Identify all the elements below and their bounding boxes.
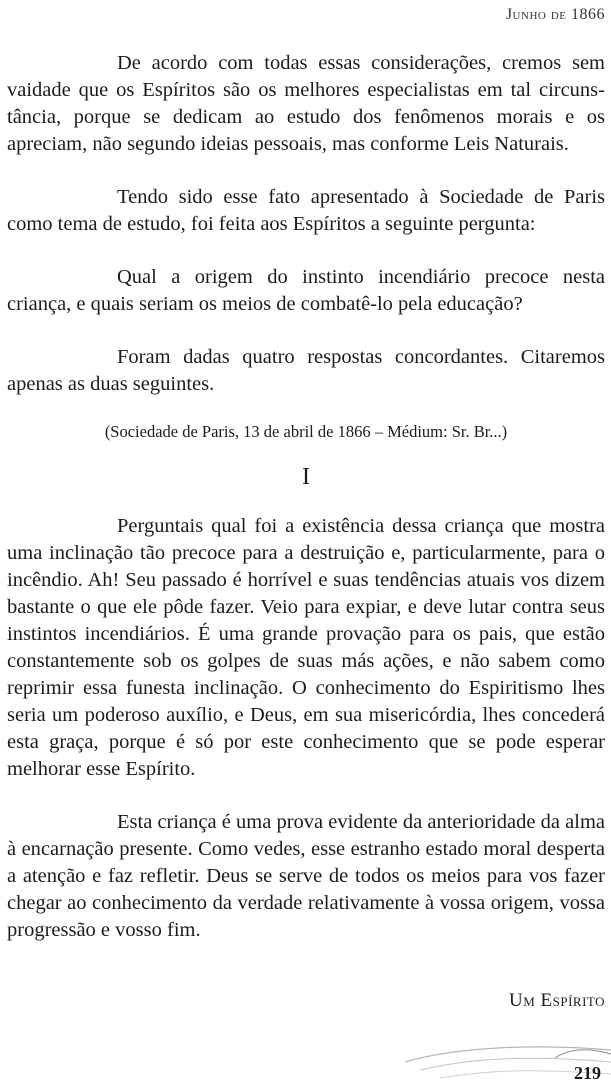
message-paragraph: Esta criança é uma prova evidente da anterioridade da alma à encarnação presente. Como vedes, esse estranho estado moral desperta a atenção e faz refletir. Deus se serve de todos os meios para vos fazer chegar ao conhecimento da verdade relativamente à vossa origem, vossa progressão e vosso fim.: [7, 811, 605, 941]
body-paragraph: De acordo com todas essas considerações, cremos sem vaidade que os Espíritos são os melhores especialistas em tal circunstância, porque se dedicam ao estudo dos fenômenos morais e os apreciam, não segundo ideias pessoais, mas conforme Leis Naturais.: [7, 52, 605, 155]
message-paragraph: Perguntais qual foi a existência dessa criança que mostra uma inclinação tão precoce para a destruição e, particularmente, para o incêndio. Ah! Seu passado é horrível e suas tendências atuais vos dizem bastante o que ele pôde fazer. Veio para expiar, e deve lutar contra seus instintos incendiários. É uma grande provação para os pais, que estão constantemente sob os golpes de suas más ações, e não sabem como reprimir essa funesta inclinação. O conhecimento do Espiritismo lhes seria um poderoso auxílio, e Deus, em sua misericórdia, lhes concederá esta graça, porque é só por este conhecimento que se pode esperar melhorar esse Espírito.: [7, 515, 605, 780]
body-paragraph: Tendo sido esse fato apresentado à Sociedade de Paris como tema de estudo, foi feita aos Espíritos a seguinte pergunta:: [7, 186, 605, 235]
page-footer-ornament: [0, 1040, 611, 1092]
section-numeral: I: [302, 464, 310, 490]
signature: Um Espírito: [508, 990, 605, 1011]
page-number: 219: [574, 1063, 601, 1083]
running-header: Junho de 1866: [505, 6, 605, 23]
body-paragraph: Foram dadas quatro respostas concordantes. Citaremos apenas as duas seguintes.: [7, 346, 605, 395]
page-body: [7, 50, 605, 970]
session-citation: (Sociedade de Paris, 13 de abril de 1866 – Médium: Sr. Br...): [104, 422, 508, 441]
question-paragraph: Qual a origem do instinto incendiário precoce nesta criança, e quais seriam os meios de combatê-lo pela educação?: [7, 266, 605, 315]
